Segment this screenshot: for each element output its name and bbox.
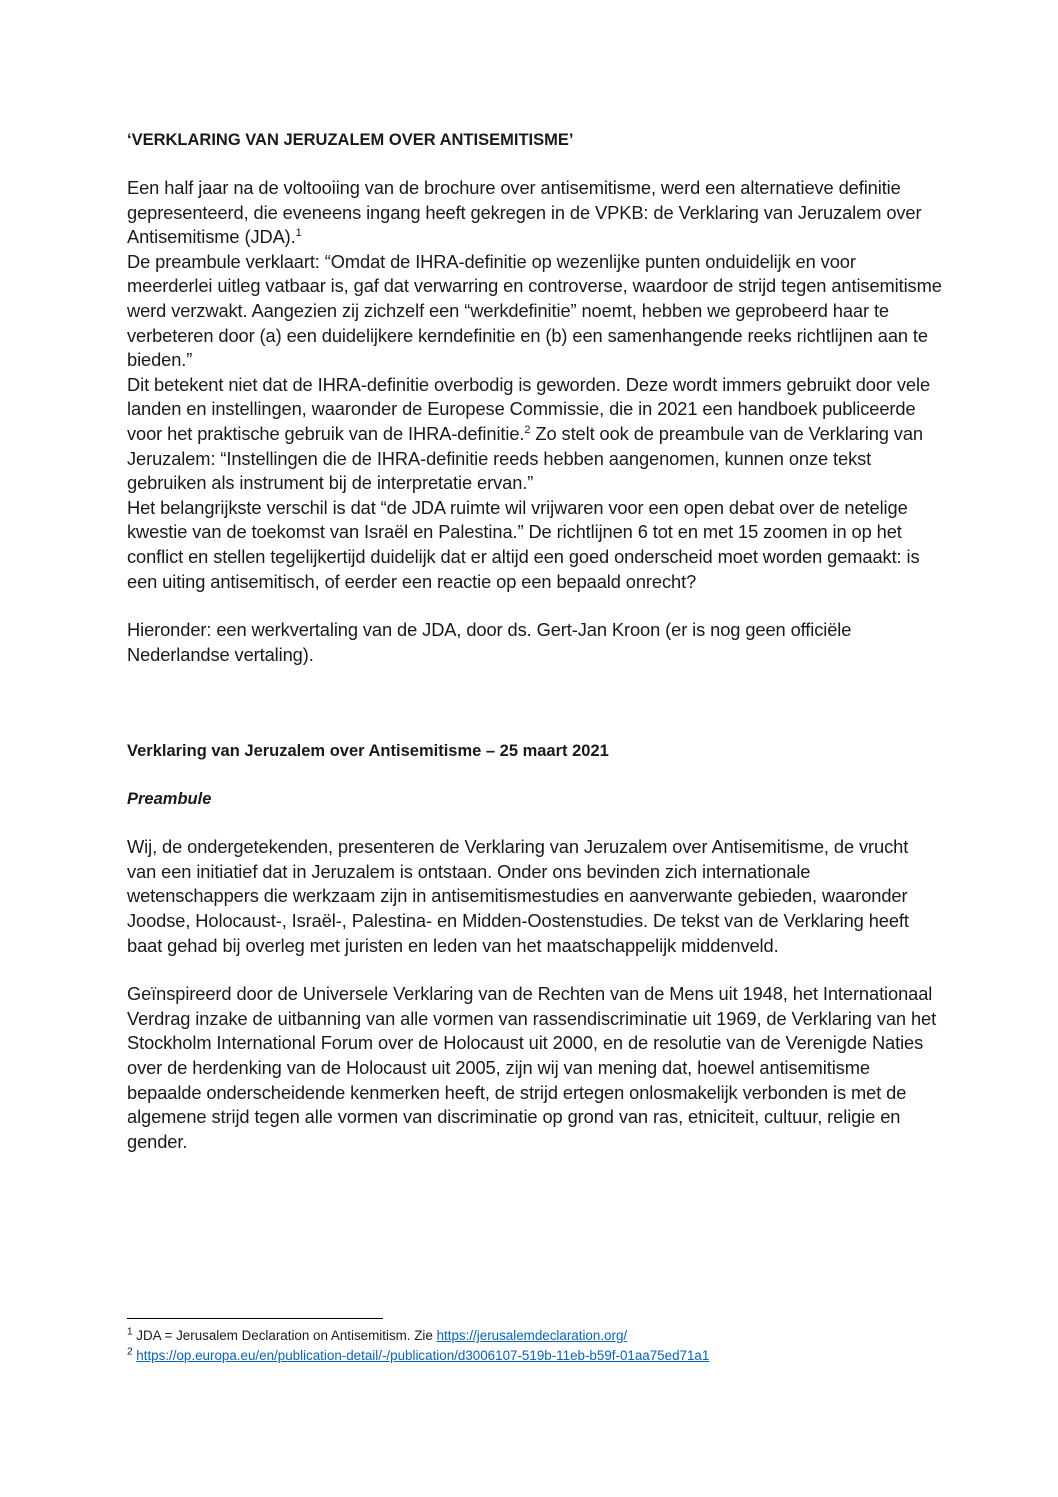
footnote-ref-2[interactable]: 2 (524, 423, 531, 436)
intro-paragraph-5: Hieronder: een werkvertaling van de JDA, door ds. Gert-Jan Kroon (er is nog geen officiële Nederlandse vertaling). (127, 619, 852, 665)
intro-paragraph-2: De preambule verklaart: “Omdat de IHRA-definitie op wezenlijke punten onduidelijk en voor meerderlei uitleg vatbaar is, gaf dat verwarring en controverse, waardoor de strijd tegen antisemitisme werd verzwakt. Aangezien zij zichzelf een “werkdefinitie” noemt, hebben we geprobeerd haar te verbeteren door (a) een duidelijkere kerndefinitie en (b) een samenhangende reeks richtlijnen aan te bieden.” (127, 250, 942, 371)
document-title: ‘VERKLARING VAN JERUZALEM OVER ANTISEMITISME’ (127, 131, 574, 149)
intro-paragraph-1 (127, 176, 942, 250)
preamble-paragraph-1: Wij, de ondergetekenden, presenteren de Verklaring van Jeruzalem over Antisemitisme, de vrucht van een initiatief dat in Jeruzalem is ontstaan. Onder ons bevinden zich internationale wetenschappers die werkzaam zijn in antisemitismestudies en aanverwante gebieden, waaronder Joodse, Holocaust-, Israël-, Palestina- en Midden-Oostenstudies. De tekst van de Verklaring heeft baat gehad bij overleg met juristen en leden van het maatschappelijk middenveld. (127, 836, 909, 956)
document-body (127, 128, 942, 1154)
footnote-2-number: 2 (127, 1346, 133, 1358)
intro-paragraph-3 (127, 373, 942, 496)
footnote-2-link[interactable]: https://op.europa.eu/en/publication-detail/-/publication/d3006107-519b-11eb-b59f-01aa75ed71a1 (136, 1348, 710, 1363)
footnote-1-text: JDA = Jerusalem Declaration on Antisemitism. Zie (132, 1328, 437, 1343)
intro-paragraph-4: Het belangrijkste verschil is dat “de JDA ruimte wil vrijwaren voor een open debat over de netelige kwestie van de toekomst van Israël en Palestina.” De richtlijnen 6 tot en met 15 zoomen in op het conflict en stellen tegelijkertijd duidelijk dat er altijd een goed onderscheid moet worden gemaakt: is een uiting antisemitisch, of eerder een reactie op een bepaald onrecht? (127, 496, 920, 592)
intro-paragraph-3-text-b: Zo stelt ook de preambule van de Verklaring van Jeruzalem: “Instellingen die de IHRA-definitie reeds hebben aangenomen, kunnen onze tekst gebruiken als instrument bij de interpretatie ervan.” (127, 422, 923, 494)
footnote-divider (127, 1318, 383, 1319)
section-title: Verklaring van Jeruzalem over Antisemitisme – 25 maart 2021 (127, 742, 609, 761)
footnote-1-number: 1 (127, 1326, 133, 1338)
footnote-1-link[interactable]: https://jerusalemdeclaration.org/ (436, 1328, 628, 1343)
footnotes (127, 1326, 942, 1366)
footnote-2 (127, 1346, 942, 1366)
preamble-label: Preambule (127, 790, 212, 809)
footnote-1 (127, 1326, 942, 1346)
intro-paragraph-1-text: Een half jaar na de voltooiing van de brochure over antisemitisme, werd een alternatieve definitie gepresenteerd, die eveneens ingang heeft gekregen in de VPKB: de Verklaring van Jeruzalem over Antisemitisme (JDA). (127, 177, 922, 248)
preamble-paragraph-2: Geïnspireerd door de Universele Verklaring van de Rechten van de Mens uit 1948, het Internationaal Verdrag inzake de uitbanning van alle vormen van rassendiscriminatie uit 1969, de Verklaring van het Stockholm International Forum over de Holocaust uit 2000, en de resolutie van de Verenigde Naties over de herdenking van de Holocaust uit 2005, zijn wij van mening dat, hoewel antisemitisme bepaalde onderscheidende kenmerken heeft, de strijd ertegen onlosmakelijk verbonden is met de algemene strijd tegen alle vormen van discriminatie op grond van ras, etniciteit, cultuur, religie en gender. (127, 983, 937, 1152)
footnote-ref-1[interactable]: 1 (295, 227, 302, 240)
intro-paragraph-3-text-a: Dit betekent niet dat de IHRA-definitie overbodig is geworden. Deze wordt immers gebruikt door vele landen en instellingen, waaronder de Europese Commissie, die in 2021 een handboek publiceerde voor het praktische gebruik van de IHRA-definitie. (127, 373, 931, 444)
